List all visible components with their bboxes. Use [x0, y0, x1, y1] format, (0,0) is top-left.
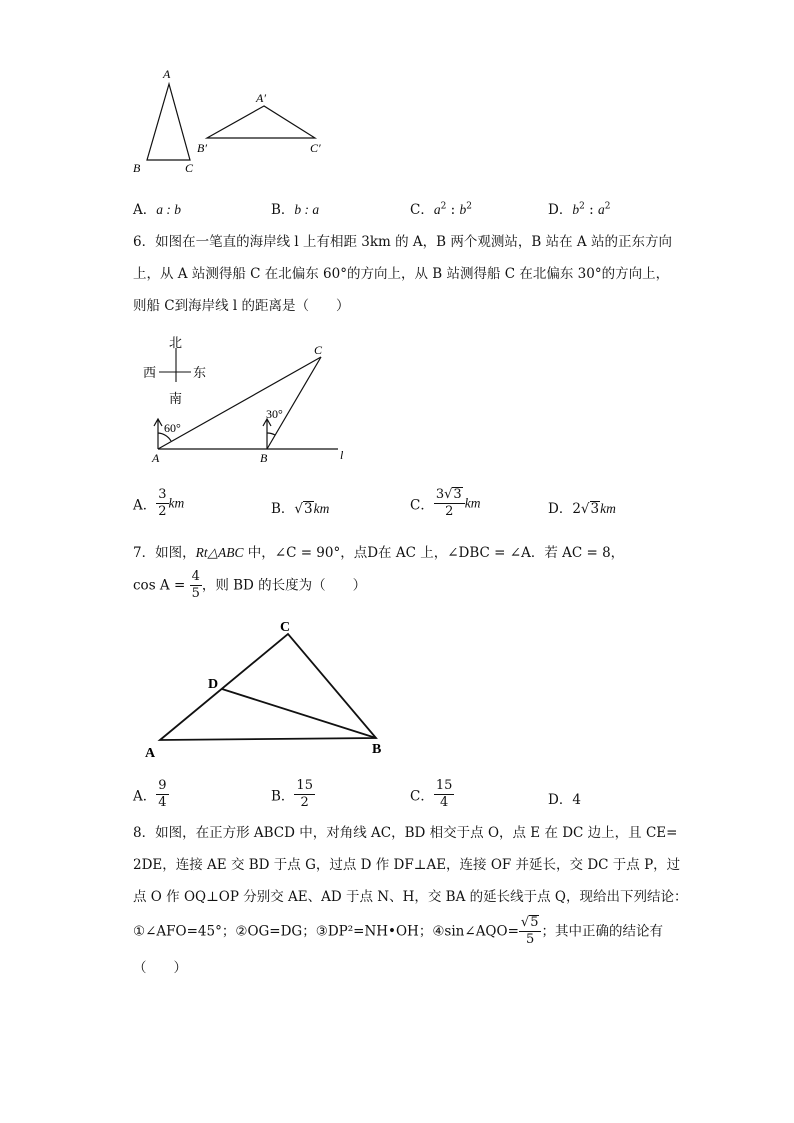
fig5-label-b: B [133, 161, 141, 175]
fig5-label-a2: A′ [256, 91, 266, 105]
q6-line-2: 上，从 A 站测得船 C 在北偏东 60°的方向上，从 B 站测得船 C 在北偏东 30°的方向上， [133, 266, 670, 282]
q7-option-d[interactable]: D．4 [548, 792, 581, 808]
q5-option-d[interactable]: D．$b^2$ : $a^2$ [548, 201, 611, 218]
q5-option-a[interactable]: A．a : b [133, 202, 181, 218]
compass-north: 北 [169, 335, 183, 350]
q8-line-1: 8．如图，在正方形 ABCD 中，对角线 AC，BD 相交于点 O，点 E 在 DC 边上，且 CE= [133, 825, 678, 841]
q6-line-3: 则船 C到海岸线 l 的距离是（ ） [133, 298, 350, 314]
fig5-label-c2: C′ [310, 141, 321, 155]
q5-option-b[interactable]: B．b : a [271, 202, 320, 218]
compass-east: 东 [193, 365, 207, 380]
q7-point-a: A [145, 746, 156, 761]
q6-point-c: C [314, 343, 323, 357]
angle-30: 30° [266, 407, 283, 421]
compass-south: 南 [169, 391, 183, 406]
q8-line-4: ①∠AFO=45°；②OG=DG；③DP²=NH•OH；④sin∠AQO= $\frac{√5}{5}$ ；其中正确的结论有 [133, 915, 663, 947]
q7-option-b[interactable]: B． $\frac{15}{2}$ [271, 778, 313, 810]
q7-figure [140, 614, 390, 764]
q6-point-a: A [152, 451, 160, 465]
fig5-label-a: A [163, 67, 171, 81]
q6-option-c[interactable]: C． $\frac{3√3}{2}$ km [410, 487, 481, 519]
fig5-label-c: C [185, 161, 194, 175]
q6-figure [140, 330, 360, 470]
q7-line-2: cos A = $\frac{4}{5}$ ，则 BD 的长度为（ ） [133, 569, 367, 601]
q6-option-b[interactable]: B．√3km [271, 501, 330, 517]
q7-point-d: D [208, 677, 219, 692]
q6-line-l: l [340, 448, 344, 462]
q6-option-a[interactable]: A． $\frac{3}{2}$ km [133, 487, 185, 519]
q7-line-1: 7．如图，Rt△ABC 中，∠C = 90°，点D在 AC 上，∠DBC = ∠A．若 AC = 8， [133, 545, 625, 561]
angle-60: 60° [164, 421, 181, 435]
q7-option-a[interactable]: A． $\frac{9}{4}$ [133, 778, 167, 810]
q6-option-d[interactable]: D．2√3km [548, 501, 616, 517]
q5-option-c[interactable]: C．$a^2$ : $b^2$ [410, 201, 472, 218]
q7-point-c: C [280, 620, 291, 635]
q7-point-b: B [372, 742, 382, 757]
q8-line-5: （ ） [133, 960, 187, 976]
q8-line-2: 2DE，连接 AE 交 BD 于点 G，过点 D 作 DF⊥AE，连接 OF 并延长，交 DC 于点 P，过 [133, 857, 681, 873]
compass-west: 西 [143, 365, 157, 380]
q7-option-c[interactable]: C． $\frac{15}{4}$ [410, 778, 453, 810]
q8-line-3: 点 O 作 OQ⊥OP 分别交 AE、AD 于点 N、H，交 BA 的延长线于点 Q，现给出下列结论： [133, 889, 688, 905]
q6-line-1: 6．如图在一笔直的海岸线 l 上有相距 3km 的 A，B 两个观测站，B 站在 A 站的正东方向 [133, 234, 672, 250]
q5-figure [125, 62, 335, 180]
q6-point-b: B [260, 451, 268, 465]
fig5-label-b2: B′ [197, 141, 207, 155]
